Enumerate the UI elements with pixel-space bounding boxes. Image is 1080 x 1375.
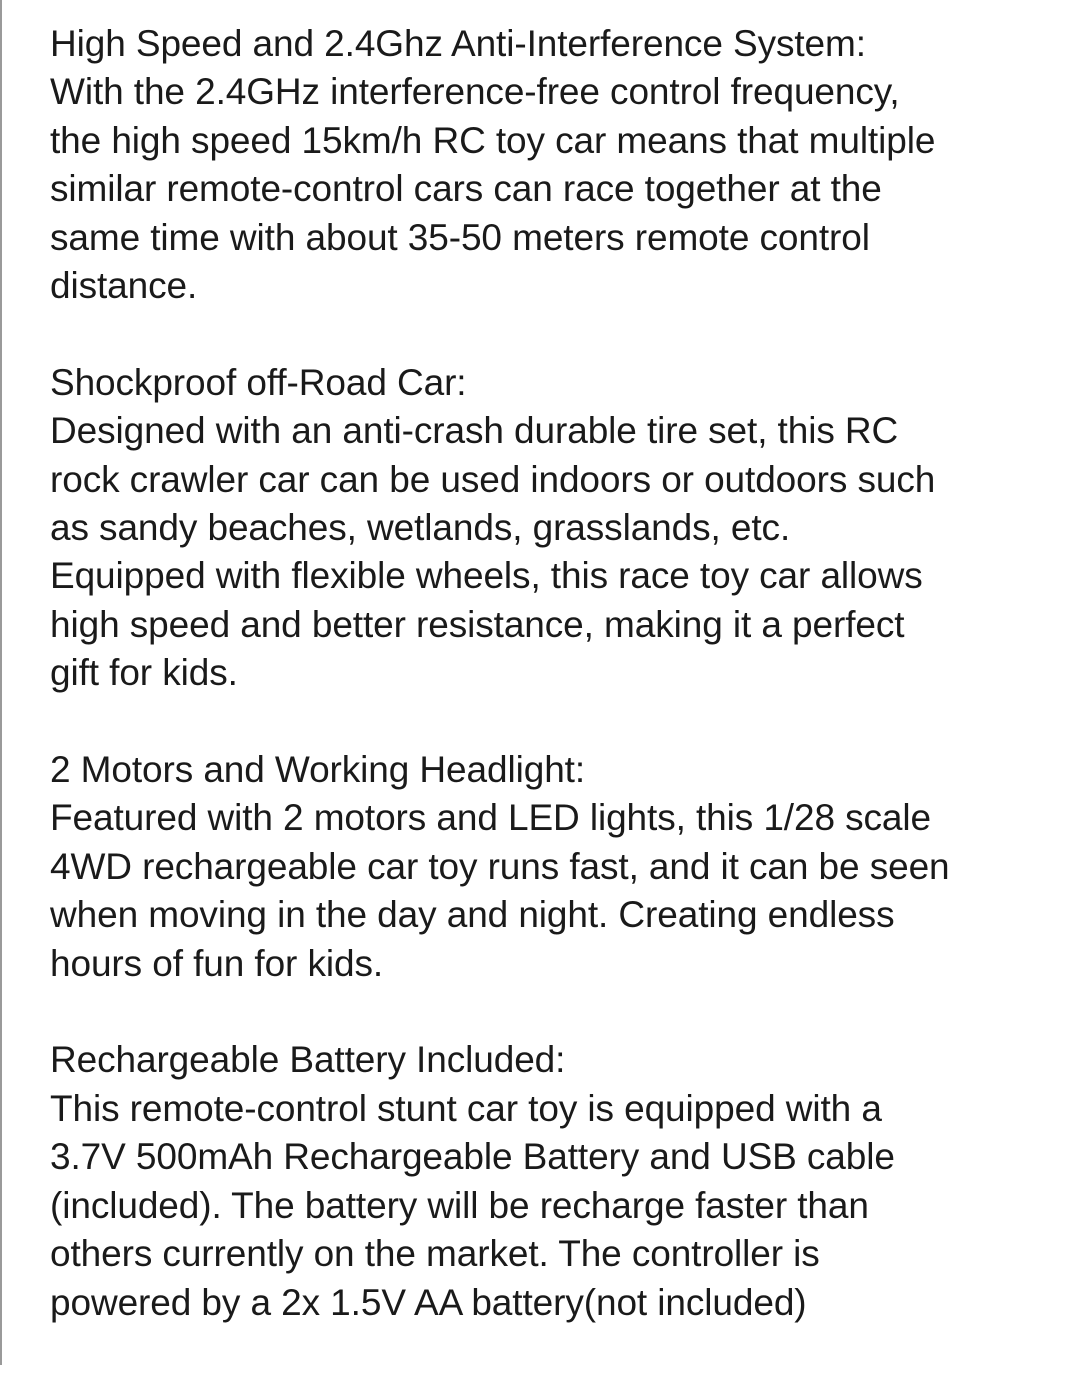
section-heading: 2 Motors and Working Headlight: xyxy=(50,749,586,791)
text-line: Designed with an anti-crash durable tire set, this RC xyxy=(50,410,899,452)
section-motors-headlight xyxy=(50,746,1060,988)
text-line: Equipped with flexible wheels, this race toy car allows xyxy=(50,555,923,597)
text-line: others currently on the market. The controller is xyxy=(50,1233,820,1275)
text-line: With the 2.4GHz interference-free control frequency, xyxy=(50,71,900,113)
section-heading: Rechargeable Battery Included: xyxy=(50,1039,566,1081)
product-description xyxy=(50,20,1060,1375)
text-line: similar remote-control cars can race together at the xyxy=(50,168,882,210)
text-line: high speed and better resistance, making it a perfect xyxy=(50,603,905,645)
left-border-rule xyxy=(0,0,2,1365)
text-line: (included). The battery will be recharge faster than xyxy=(50,1184,869,1226)
text-line: as sandy beaches, wetlands, grasslands, etc. xyxy=(50,507,791,549)
text-line: rock crawler car can be used indoors or outdoors such xyxy=(50,458,936,500)
text-line: powered by a 2x 1.5V AA battery(not included) xyxy=(50,1281,807,1323)
section-heading: High Speed and 2.4Ghz Anti-Interference System: xyxy=(50,23,866,64)
section-shockproof xyxy=(50,359,1060,698)
text-line: This remote-control stunt car toy is equipped with a xyxy=(50,1087,882,1129)
text-line: 4WD rechargeable car toy runs fast, and it can be seen xyxy=(50,845,950,887)
text-line: gift for kids. xyxy=(50,652,238,694)
section-heading: Shockproof off-Road Car: xyxy=(50,361,467,403)
text-line: distance. xyxy=(50,265,198,307)
text-line: the high speed 15km/h RC toy car means that multiple xyxy=(50,119,936,161)
section-battery xyxy=(50,1036,1060,1326)
text-line: 3.7V 500mAh Rechargeable Battery and USB cable xyxy=(50,1136,895,1178)
text-line: same time with about 35-50 meters remote control xyxy=(50,216,870,258)
text-line: Featured with 2 motors and LED lights, this 1/28 scale xyxy=(50,797,931,839)
text-line: hours of fun for kids. xyxy=(50,942,384,984)
text-line: when moving in the day and night. Creating endless xyxy=(50,894,895,936)
section-high-speed xyxy=(50,20,1060,310)
